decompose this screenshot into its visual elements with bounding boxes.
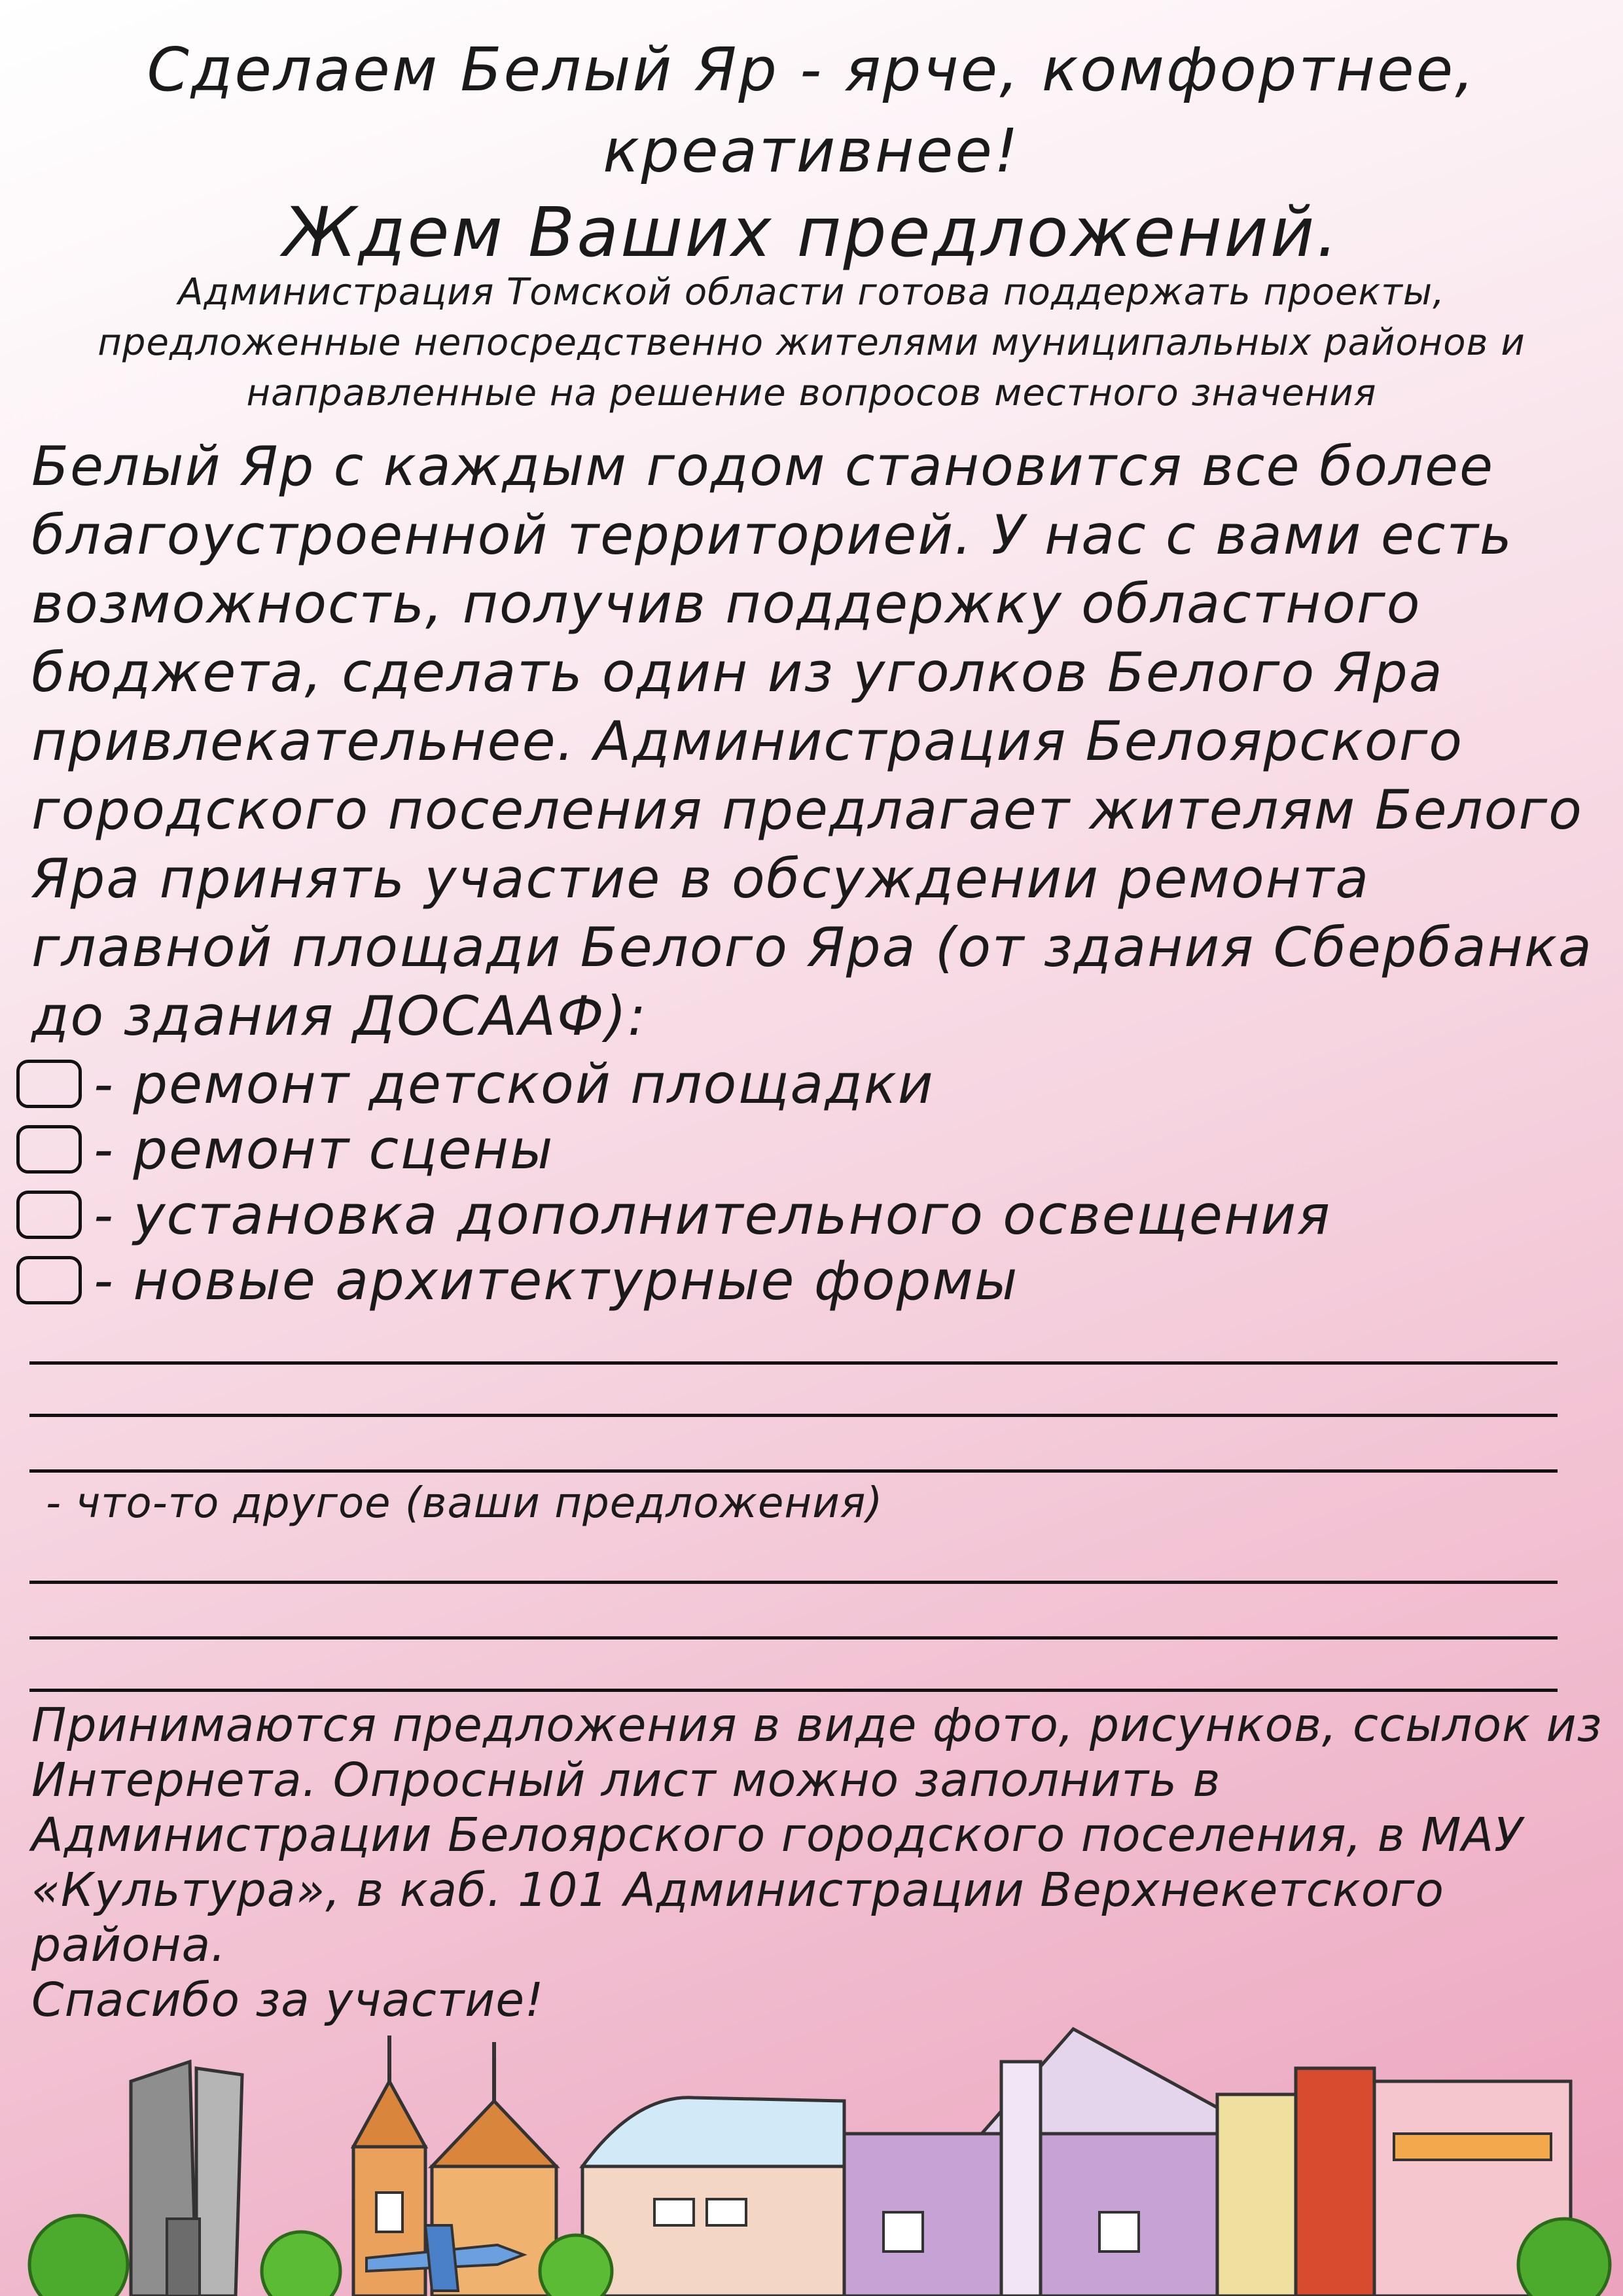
option-label: - ремонт сцены xyxy=(94,1117,554,1181)
answer-line[interactable] xyxy=(29,1581,1558,1584)
footer-line: Интернета. Опросный лист можно заполнить в xyxy=(31,1753,1221,1807)
subtitle: Администрация Томской области готова поддержать проекты, предложенные непосредственно жителями муниципальных районов и направленные на решение вопросов местного значения xyxy=(98,271,1525,414)
option-lighting[interactable] xyxy=(16,1183,1331,1247)
footer-line: «Культура», в каб. 101 Администрации Верхнекетского xyxy=(31,1863,1444,1917)
option-label: - новые архитектурные формы xyxy=(94,1248,1019,1312)
title-line-1: Сделаем Белый Яр - ярче, комфортнее, xyxy=(147,35,1476,105)
building-icon xyxy=(844,2029,1571,2296)
dome-icon xyxy=(582,2098,844,2296)
checkbox[interactable] xyxy=(16,1191,82,1239)
answer-line[interactable] xyxy=(29,1361,1558,1365)
footer-line: Администрации Белоярского городского поселения, в МАУ xyxy=(31,1808,1524,1862)
other-suggestions-label: - что-то другое (ваши предложения) xyxy=(46,1479,883,1528)
intro-paragraph: Белый Яр с каждым годом становится все более благоустроенной территорией. У нас с вами есть возможность, получив поддержку областного бюджета, сделать один из уголков Белого Яра привлекательнее. Администрация Белоярского городского поселения предлагает жителям Белого Яра принять участие в обсуждении ремонта главной площади Белого Яра (от здания Сбербанка до здания ДОСААФ): xyxy=(31,435,1593,1048)
footer-line: Принимаются предложения в виде фото, рисунков, ссылок из xyxy=(31,1698,1603,1752)
poster-title xyxy=(0,29,1623,273)
thanks-line: Спасибо за участие! xyxy=(31,1973,544,2027)
town-illustration xyxy=(0,2003,1623,2296)
checkbox[interactable] xyxy=(16,1125,82,1174)
answer-line[interactable] xyxy=(29,1469,1558,1473)
option-label: - ремонт детской площадки xyxy=(94,1052,935,1116)
checkbox[interactable] xyxy=(16,1060,82,1108)
footer-line: района. xyxy=(31,1918,226,1972)
answer-line[interactable] xyxy=(29,1689,1558,1692)
answer-line[interactable] xyxy=(29,1636,1558,1640)
footer-info xyxy=(31,1698,1615,2028)
option-playground[interactable] xyxy=(16,1052,935,1116)
checkbox[interactable] xyxy=(16,1256,82,1304)
option-stage[interactable] xyxy=(16,1117,554,1181)
monument-icon xyxy=(131,2062,242,2296)
option-architectural-forms[interactable] xyxy=(16,1248,1018,1312)
option-label: - установка дополнительного освещения xyxy=(94,1183,1332,1247)
title-line-3: Ждем Ваших предложений. xyxy=(283,192,1340,272)
answer-line[interactable] xyxy=(29,1414,1558,1417)
title-line-2: креативнее! xyxy=(603,116,1020,186)
